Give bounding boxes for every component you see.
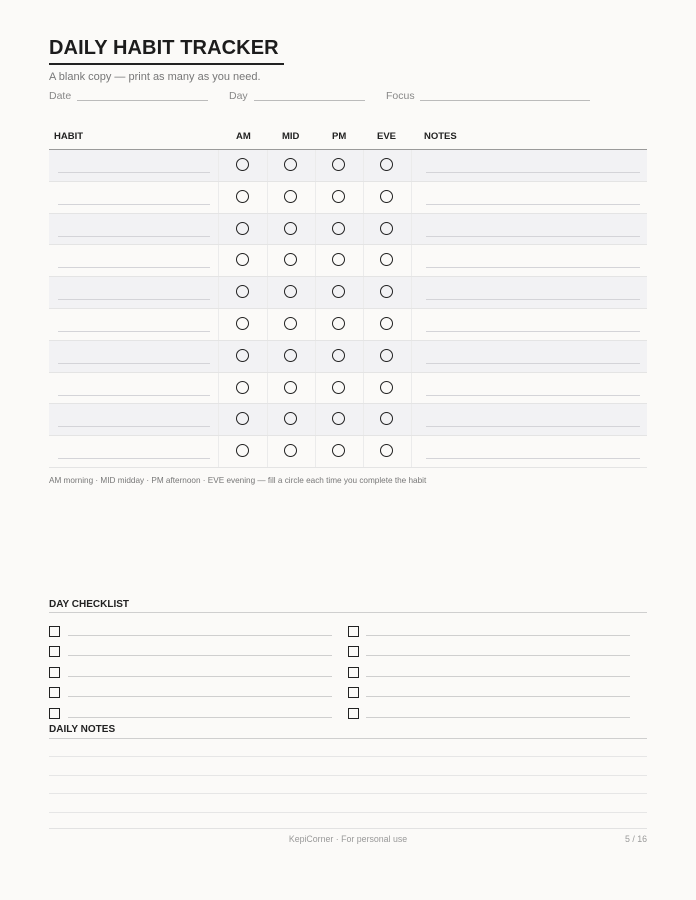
habit-row [49,214,647,246]
column-header-pm: PM [332,131,347,142]
checklist-checkbox[interactable] [49,708,60,719]
habit-row [49,341,647,373]
column-header-notes: NOTES [424,131,457,142]
column-divider [315,214,316,245]
column-divider [411,214,412,245]
checklist-item-field[interactable] [68,635,332,636]
column-divider [411,150,412,181]
check-circle-eve[interactable] [380,317,393,330]
check-circle-am[interactable] [236,222,249,235]
checklist-item-field[interactable] [68,696,332,697]
notes-line [49,812,647,813]
check-circle-eve[interactable] [380,190,393,203]
check-circle-mid[interactable] [284,381,297,394]
column-divider [315,277,316,308]
day-field[interactable] [254,100,365,101]
checklist-item-field[interactable] [68,717,332,718]
column-divider [411,277,412,308]
column-divider [218,214,219,245]
check-circle-mid[interactable] [284,285,297,298]
checklist-checkbox[interactable] [49,667,60,678]
check-circle-eve[interactable] [380,412,393,425]
column-divider [315,245,316,276]
column-divider [315,436,316,467]
check-circle-pm[interactable] [332,253,345,266]
checklist-checkbox[interactable] [348,646,359,657]
column-divider [363,214,364,245]
habit-name-field[interactable] [58,299,210,300]
footer-rule [49,828,647,829]
column-divider [363,436,364,467]
column-divider [267,341,268,372]
focus-field[interactable] [420,100,590,101]
column-divider [411,341,412,372]
habit-row [49,436,647,468]
habit-notes-field[interactable] [426,395,640,396]
habit-name-field[interactable] [58,363,210,364]
checklist-item-field[interactable] [366,676,630,677]
column-divider [267,404,268,435]
column-divider [218,341,219,372]
checklist-checkbox[interactable] [348,708,359,719]
column-divider [267,150,268,181]
check-circle-mid[interactable] [284,412,297,425]
day-label: Day [229,90,248,102]
check-circle-eve[interactable] [380,253,393,266]
check-circle-am[interactable] [236,349,249,362]
check-circle-eve[interactable] [380,381,393,394]
notes-rule [49,738,647,739]
habit-row [49,182,647,214]
check-circle-pm[interactable] [332,222,345,235]
habit-notes-field[interactable] [426,267,640,268]
column-divider [218,150,219,181]
checklist-item-field[interactable] [366,635,630,636]
check-circle-mid[interactable] [284,158,297,171]
check-circle-mid[interactable] [284,190,297,203]
column-divider [267,277,268,308]
check-circle-eve[interactable] [380,158,393,171]
check-circle-am[interactable] [236,190,249,203]
column-divider [363,150,364,181]
check-circle-pm[interactable] [332,190,345,203]
habit-name-field[interactable] [58,331,210,332]
column-divider [315,373,316,404]
habit-name-field[interactable] [58,236,210,237]
habit-name-field[interactable] [58,204,210,205]
page-title: DAILY HABIT TRACKER [49,37,279,59]
check-circle-eve[interactable] [380,222,393,235]
habit-notes-field[interactable] [426,236,640,237]
checklist-item-field[interactable] [366,655,630,656]
check-circle-pm[interactable] [332,158,345,171]
check-circle-am[interactable] [236,412,249,425]
column-header-habit: HABIT [54,131,84,142]
column-divider [218,309,219,340]
habit-name-field[interactable] [58,426,210,427]
notes-title: DAILY NOTES [49,724,116,735]
habit-row [49,309,647,341]
column-divider [218,245,219,276]
column-divider [363,309,364,340]
check-circle-pm[interactable] [332,349,345,362]
habit-row [49,150,647,182]
column-divider [267,436,268,467]
focus-label: Focus [386,90,415,102]
column-divider [218,436,219,467]
column-divider [267,214,268,245]
column-divider [267,182,268,213]
habit-row [49,277,647,309]
habit-row [49,404,647,436]
habit-row [49,373,647,405]
column-divider [267,373,268,404]
column-divider [411,182,412,213]
column-divider [363,404,364,435]
column-divider [363,373,364,404]
check-circle-pm[interactable] [332,444,345,457]
notes-line [49,756,647,757]
habit-notes-field[interactable] [426,331,640,332]
column-divider [218,182,219,213]
check-circle-mid[interactable] [284,222,297,235]
habit-name-field[interactable] [58,267,210,268]
check-circle-eve[interactable] [380,349,393,362]
column-divider [411,245,412,276]
habit-notes-field[interactable] [426,172,640,173]
column-divider [267,309,268,340]
column-divider [315,182,316,213]
column-divider [218,277,219,308]
column-divider [267,245,268,276]
check-circle-am[interactable] [236,444,249,457]
check-circle-eve[interactable] [380,285,393,298]
habit-row [49,245,647,277]
column-divider [411,373,412,404]
checklist-item-field[interactable] [366,696,630,697]
column-header-am: AM [236,131,251,142]
check-circle-mid[interactable] [284,253,297,266]
date-field[interactable] [77,100,208,101]
column-divider [218,373,219,404]
notes-line [49,793,647,794]
check-circle-mid[interactable] [284,444,297,457]
column-divider [315,150,316,181]
column-header-mid: MID [282,131,300,142]
habit-notes-field[interactable] [426,458,640,459]
habit-notes-field[interactable] [426,426,640,427]
checklist-checkbox[interactable] [49,687,60,698]
column-header-eve: EVE [377,131,397,142]
check-circle-pm[interactable] [332,317,345,330]
page-number: 5 / 16 [624,834,647,844]
page-subtitle: A blank copy — print as many as you need. [49,71,261,83]
column-divider [218,404,219,435]
habit-notes-field[interactable] [426,363,640,364]
column-divider [411,404,412,435]
checklist-checkbox[interactable] [348,687,359,698]
date-label: Date [49,90,72,102]
check-circle-am[interactable] [236,253,249,266]
column-divider [411,309,412,340]
checklist-checkbox[interactable] [49,626,60,637]
column-divider [315,404,316,435]
column-divider [363,277,364,308]
table-legend: AM morning · MID midday · PM afternoon · EVE evening — fill a circle each time you complete the habit [49,476,427,485]
column-divider [363,245,364,276]
checklist-rule [49,612,647,613]
check-circle-pm[interactable] [332,381,345,394]
check-circle-pm[interactable] [332,285,345,298]
check-circle-am[interactable] [236,381,249,394]
checklist-title: DAY CHECKLIST [49,599,130,610]
habit-table-body [49,150,647,468]
checklist-checkbox[interactable] [49,646,60,657]
column-divider [315,341,316,372]
check-circle-eve[interactable] [380,444,393,457]
title-underline [49,63,284,65]
check-circle-am[interactable] [236,158,249,171]
column-divider [315,309,316,340]
column-divider [363,341,364,372]
checklist-checkbox[interactable] [348,626,359,637]
habit-notes-field[interactable] [426,299,640,300]
habit-name-field[interactable] [58,458,210,459]
habit-name-field[interactable] [58,395,210,396]
footer-brand: KepiCorner · For personal use [288,834,408,844]
checklist-item-field[interactable] [366,717,630,718]
notes-line [49,775,647,776]
habit-name-field[interactable] [58,172,210,173]
column-divider [411,436,412,467]
checklist-item-field[interactable] [68,676,332,677]
checklist-item-field[interactable] [68,655,332,656]
checklist-checkbox[interactable] [348,667,359,678]
check-circle-am[interactable] [236,317,249,330]
check-circle-mid[interactable] [284,349,297,362]
habit-notes-field[interactable] [426,204,640,205]
check-circle-am[interactable] [236,285,249,298]
check-circle-pm[interactable] [332,412,345,425]
check-circle-mid[interactable] [284,317,297,330]
column-divider [363,182,364,213]
